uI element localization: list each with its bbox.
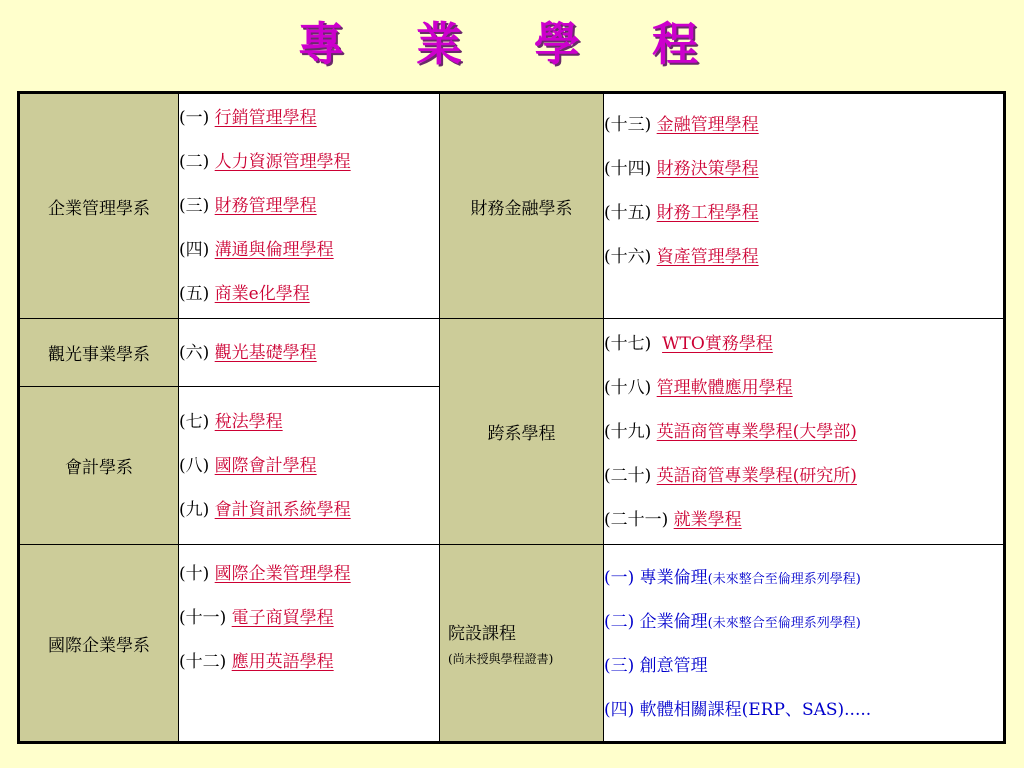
program-list-cross xyxy=(604,319,1005,545)
program-item: (二十) 英語商管專業學程(研究所) xyxy=(604,465,857,486)
dept-label: 企業管理學系 xyxy=(48,198,150,219)
program-link[interactable]: 就業學程 xyxy=(673,509,742,530)
course-note: (未來整合至倫理系列學程) xyxy=(707,572,861,587)
program-item: (六) 觀光基礎學程 xyxy=(179,342,317,363)
dept-cell-finance xyxy=(440,93,604,319)
dept-label: 觀光事業學系 xyxy=(48,345,150,365)
program-link[interactable]: 財務管理學程 xyxy=(214,196,317,216)
course-note: (未來整合至倫理系列學程) xyxy=(707,616,861,631)
program-item: (十三) 金融管理學程 xyxy=(604,115,759,135)
program-link[interactable]: 英語商管專業學程(大學部) xyxy=(656,421,857,442)
page-title: 專 業 學 程 xyxy=(297,17,727,71)
course-item: (三) 創意管理 xyxy=(604,656,708,676)
dept-cell-business-admin xyxy=(19,93,179,319)
course-name: 軟體相關課程(ERP、SAS)..... xyxy=(639,700,872,720)
program-list-intl-business xyxy=(179,545,440,743)
course-name: 企業倫理 xyxy=(639,612,708,632)
program-link[interactable]: 商業e化學程 xyxy=(214,284,310,304)
dept-label: 院設課程 xyxy=(448,624,516,644)
program-item: (三) 財務管理學程 xyxy=(179,196,317,216)
dept-note: (尚未授與學程證書) xyxy=(448,652,554,666)
dept-cell-intl-business xyxy=(19,545,179,743)
dept-cell-cross xyxy=(440,319,604,545)
program-item: (五) 商業e化學程 xyxy=(179,284,310,304)
program-list-tourism xyxy=(179,319,440,387)
course-item: (一) 專業倫理(未來整合至倫理系列學程) xyxy=(604,568,861,588)
program-list-finance xyxy=(604,93,1005,319)
dept-cell-accounting xyxy=(19,387,179,545)
dept-cell-college-courses xyxy=(440,545,604,743)
program-link[interactable]: 金融管理學程 xyxy=(656,115,759,135)
program-link[interactable]: 行銷管理學程 xyxy=(214,108,317,128)
program-link[interactable]: 稅法學程 xyxy=(214,411,283,432)
program-link[interactable]: 國際會計學程 xyxy=(214,455,317,476)
program-link[interactable]: 管理軟體應用學程 xyxy=(656,377,793,398)
program-item: (十九) 英語商管專業學程(大學部) xyxy=(604,421,857,442)
program-item: (九) 會計資訊系統學程 xyxy=(179,499,351,520)
program-item: (十八) 管理軟體應用學程 xyxy=(604,377,793,398)
program-link[interactable]: 財務決策學程 xyxy=(656,159,759,179)
program-link[interactable]: 資產管理學程 xyxy=(656,247,759,267)
program-item: (十七) WTO實務學程 xyxy=(604,333,773,354)
course-item: (二) 企業倫理(未來整合至倫理系列學程) xyxy=(604,612,861,632)
program-item: (八) 國際會計學程 xyxy=(179,455,317,476)
dept-label: 國際企業學系 xyxy=(48,635,150,656)
course-name: 創意管理 xyxy=(639,656,708,676)
program-link[interactable]: 會計資訊系統學程 xyxy=(214,499,351,520)
program-list-accounting xyxy=(179,387,440,545)
program-link[interactable]: 財務工程學程 xyxy=(656,203,759,223)
program-link[interactable]: 觀光基礎學程 xyxy=(214,342,317,363)
program-link[interactable]: 國際企業管理學程 xyxy=(214,564,351,584)
program-link[interactable]: 人力資源管理學程 xyxy=(214,152,351,172)
program-item: (十五) 財務工程學程 xyxy=(604,203,759,223)
program-item: (二十一) 就業學程 xyxy=(604,509,742,530)
program-item: (十六) 資產管理學程 xyxy=(604,247,759,267)
program-item: (十四) 財務決策學程 xyxy=(604,159,759,179)
program-item: (四) 溝通與倫理學程 xyxy=(179,240,334,260)
program-item: (十) 國際企業管理學程 xyxy=(179,564,351,584)
programs-table xyxy=(17,91,1006,744)
program-link[interactable]: 電子商貿學程 xyxy=(231,608,334,628)
program-item: (二) 人力資源管理學程 xyxy=(179,152,351,172)
program-link[interactable]: 英語商管專業學程(研究所) xyxy=(656,465,857,486)
program-list-business-admin xyxy=(179,93,440,319)
program-link[interactable]: WTO實務學程 xyxy=(662,333,773,354)
dept-cell-tourism xyxy=(19,319,179,387)
course-item: (四) 軟體相關課程(ERP、SAS)..... xyxy=(604,700,872,720)
program-link[interactable]: 應用英語學程 xyxy=(231,652,334,672)
program-item: (一) 行銷管理學程 xyxy=(179,108,317,128)
program-item: (七) 稅法學程 xyxy=(179,411,283,432)
dept-label: 會計學系 xyxy=(65,458,133,478)
program-item: (十二) 應用英語學程 xyxy=(179,652,334,672)
dept-label: 財務金融學系 xyxy=(470,198,573,219)
course-list-college xyxy=(604,545,1005,743)
program-link[interactable]: 溝通與倫理學程 xyxy=(214,240,334,260)
dept-label: 跨系學程 xyxy=(487,424,556,444)
course-name: 專業倫理 xyxy=(639,568,708,588)
program-item: (十一) 電子商貿學程 xyxy=(179,608,334,628)
